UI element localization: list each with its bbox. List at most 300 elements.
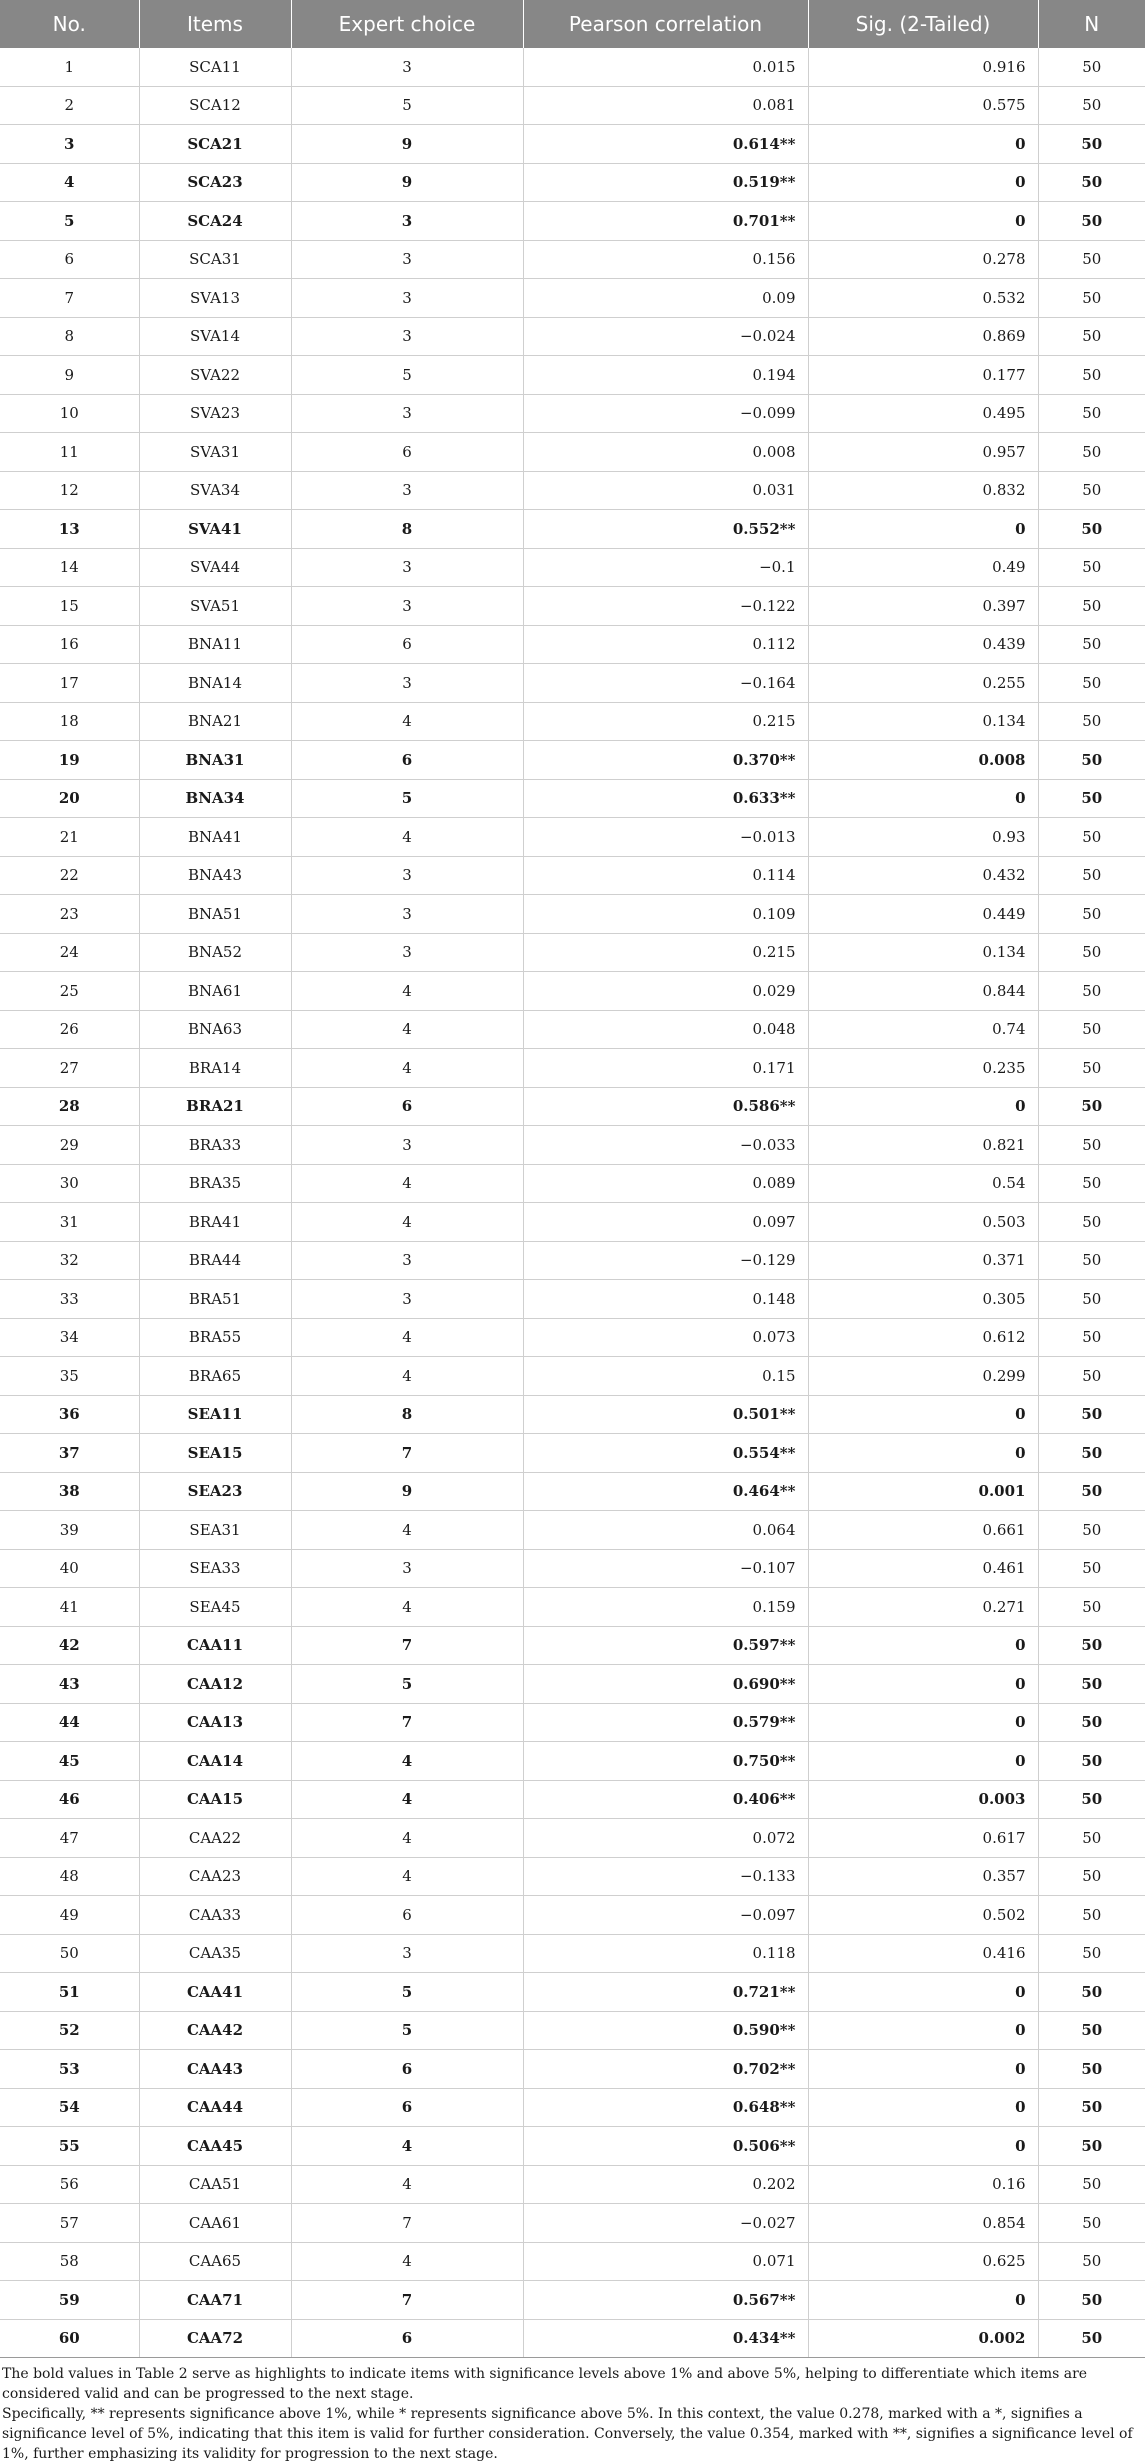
table-row (0, 1973, 1145, 2012)
table-header (0, 0, 1145, 48)
cell-item: SCA11 (139, 48, 291, 86)
cell-no: 34 (0, 1318, 139, 1357)
cell-n: 50 (1038, 1665, 1145, 1704)
cell-n: 50 (1038, 1472, 1145, 1511)
cell-sig-2-tailed: 0 (808, 1434, 1038, 1473)
cell-item: BNA21 (139, 702, 291, 741)
cell-n: 50 (1038, 1511, 1145, 1550)
cell-pearson-correlation: 0.633** (523, 779, 808, 818)
cell-no: 39 (0, 1511, 139, 1550)
cell-n: 50 (1038, 202, 1145, 241)
cell-sig-2-tailed: 0.003 (808, 1780, 1038, 1819)
cell-n: 50 (1038, 587, 1145, 626)
cell-item: CAA72 (139, 2319, 291, 2358)
cell-pearson-correlation: 0.567** (523, 2281, 808, 2320)
cell-expert-choice: 6 (291, 433, 523, 472)
table-row (0, 471, 1145, 510)
table-row (0, 933, 1145, 972)
cell-item: SCA12 (139, 86, 291, 125)
cell-item: SVA34 (139, 471, 291, 510)
cell-item: CAA35 (139, 1934, 291, 1973)
table-row (0, 779, 1145, 818)
cell-no: 37 (0, 1434, 139, 1473)
cell-pearson-correlation: 0.721** (523, 1973, 808, 2012)
cell-expert-choice: 3 (291, 587, 523, 626)
cell-expert-choice: 3 (291, 1549, 523, 1588)
cell-sig-2-tailed: 0.844 (808, 972, 1038, 1011)
cell-pearson-correlation: 0.519** (523, 163, 808, 202)
cell-expert-choice: 3 (291, 471, 523, 510)
cell-item: CAA12 (139, 1665, 291, 1704)
cell-n: 50 (1038, 394, 1145, 433)
cell-n: 50 (1038, 433, 1145, 472)
cell-sig-2-tailed: 0.93 (808, 818, 1038, 857)
cell-item: BNA43 (139, 856, 291, 895)
table-row (0, 2050, 1145, 2089)
table-row (0, 1395, 1145, 1434)
cell-pearson-correlation: 0.097 (523, 1203, 808, 1242)
cell-n: 50 (1038, 1126, 1145, 1165)
cell-item: BNA63 (139, 1010, 291, 1049)
cell-expert-choice: 3 (291, 664, 523, 703)
cell-no: 50 (0, 1934, 139, 1973)
cell-pearson-correlation: 0.554** (523, 1434, 808, 1473)
cell-item: CAA51 (139, 2165, 291, 2204)
cell-sig-2-tailed: 0 (808, 2127, 1038, 2166)
cell-pearson-correlation: 0.031 (523, 471, 808, 510)
cell-sig-2-tailed: 0 (808, 163, 1038, 202)
cell-sig-2-tailed: 0.001 (808, 1472, 1038, 1511)
cell-expert-choice: 8 (291, 1395, 523, 1434)
table-row (0, 1780, 1145, 1819)
table-row (0, 2242, 1145, 2281)
cell-pearson-correlation: 0.112 (523, 625, 808, 664)
table-row (0, 317, 1145, 356)
cell-pearson-correlation: 0.109 (523, 895, 808, 934)
cell-sig-2-tailed: 0.916 (808, 48, 1038, 86)
cell-pearson-correlation: 0.202 (523, 2165, 808, 2204)
table-row (0, 240, 1145, 279)
cell-pearson-correlation: 0.159 (523, 1588, 808, 1627)
cell-pearson-correlation: 0.048 (523, 1010, 808, 1049)
table-row (0, 1549, 1145, 1588)
cell-no: 12 (0, 471, 139, 510)
cell-n: 50 (1038, 163, 1145, 202)
cell-expert-choice: 5 (291, 86, 523, 125)
cell-no: 58 (0, 2242, 139, 2281)
cell-expert-choice: 6 (291, 625, 523, 664)
cell-item: SVA31 (139, 433, 291, 472)
cell-expert-choice: 3 (291, 240, 523, 279)
cell-expert-choice: 3 (291, 856, 523, 895)
column-header-pearson-correlation: Pearson correlation (523, 0, 808, 48)
cell-item: CAA11 (139, 1626, 291, 1665)
cell-n: 50 (1038, 1857, 1145, 1896)
cell-item: SEA11 (139, 1395, 291, 1434)
cell-sig-2-tailed: 0.74 (808, 1010, 1038, 1049)
cell-sig-2-tailed: 0.16 (808, 2165, 1038, 2204)
cell-pearson-correlation: 0.029 (523, 972, 808, 1011)
cell-no: 38 (0, 1472, 139, 1511)
table-row (0, 1511, 1145, 1550)
table-row (0, 1126, 1145, 1165)
cell-no: 31 (0, 1203, 139, 1242)
table-row (0, 1857, 1145, 1896)
table-row (0, 1010, 1145, 1049)
cell-pearson-correlation: −0.027 (523, 2204, 808, 2243)
cell-sig-2-tailed: 0.271 (808, 1588, 1038, 1627)
cell-n: 50 (1038, 1588, 1145, 1627)
cell-item: SVA44 (139, 548, 291, 587)
cell-item: CAA61 (139, 2204, 291, 2243)
cell-pearson-correlation: 0.690** (523, 1665, 808, 1704)
cell-no: 13 (0, 510, 139, 549)
table-row (0, 2319, 1145, 2358)
cell-n: 50 (1038, 933, 1145, 972)
cell-pearson-correlation: 0.501** (523, 1395, 808, 1434)
cell-item: BNA31 (139, 741, 291, 780)
cell-item: CAA23 (139, 1857, 291, 1896)
table-row (0, 202, 1145, 241)
table-row (0, 664, 1145, 703)
table-row (0, 895, 1145, 934)
cell-pearson-correlation: −0.033 (523, 1126, 808, 1165)
table-row (0, 1203, 1145, 1242)
cell-sig-2-tailed: 0.371 (808, 1241, 1038, 1280)
cell-item: SVA51 (139, 587, 291, 626)
cell-expert-choice: 4 (291, 1511, 523, 1550)
cell-sig-2-tailed: 0 (808, 125, 1038, 164)
cell-n: 50 (1038, 1742, 1145, 1781)
cell-item: CAA45 (139, 2127, 291, 2166)
column-header-sig-2-tailed: Sig. (2-Tailed) (808, 0, 1038, 48)
cell-pearson-correlation: −0.013 (523, 818, 808, 857)
table-body (0, 48, 1145, 2358)
cell-expert-choice: 9 (291, 125, 523, 164)
table-row (0, 1819, 1145, 1858)
cell-pearson-correlation: −0.1 (523, 548, 808, 587)
column-header-items: Items (139, 0, 291, 48)
cell-sig-2-tailed: 0 (808, 779, 1038, 818)
cell-no: 5 (0, 202, 139, 241)
cell-item: SCA24 (139, 202, 291, 241)
cell-sig-2-tailed: 0.612 (808, 1318, 1038, 1357)
cell-expert-choice: 4 (291, 1164, 523, 1203)
cell-n: 50 (1038, 1010, 1145, 1049)
table-row (0, 1626, 1145, 1665)
cell-n: 50 (1038, 2050, 1145, 2089)
cell-expert-choice: 3 (291, 548, 523, 587)
cell-sig-2-tailed: 0.134 (808, 702, 1038, 741)
table-row (0, 702, 1145, 741)
cell-sig-2-tailed: 0.299 (808, 1357, 1038, 1396)
table-row (0, 1703, 1145, 1742)
table-row (0, 856, 1145, 895)
cell-no: 16 (0, 625, 139, 664)
cell-sig-2-tailed: 0.357 (808, 1857, 1038, 1896)
cell-sig-2-tailed: 0.235 (808, 1049, 1038, 1088)
table-row (0, 1318, 1145, 1357)
cell-expert-choice: 4 (291, 1010, 523, 1049)
cell-no: 15 (0, 587, 139, 626)
cell-item: SVA23 (139, 394, 291, 433)
cell-n: 50 (1038, 471, 1145, 510)
table-row (0, 1241, 1145, 1280)
cell-expert-choice: 4 (291, 818, 523, 857)
cell-pearson-correlation: 0.215 (523, 702, 808, 741)
cell-item: CAA42 (139, 2011, 291, 2050)
cell-expert-choice: 3 (291, 48, 523, 86)
cell-pearson-correlation: −0.133 (523, 1857, 808, 1896)
cell-expert-choice: 9 (291, 1472, 523, 1511)
cell-pearson-correlation: −0.024 (523, 317, 808, 356)
cell-pearson-correlation: −0.164 (523, 664, 808, 703)
cell-item: SVA14 (139, 317, 291, 356)
cell-no: 23 (0, 895, 139, 934)
cell-sig-2-tailed: 0.869 (808, 317, 1038, 356)
cell-no: 53 (0, 2050, 139, 2089)
cell-item: BRA44 (139, 1241, 291, 1280)
cell-expert-choice: 8 (291, 510, 523, 549)
cell-no: 27 (0, 1049, 139, 1088)
cell-n: 50 (1038, 1549, 1145, 1588)
table-row (0, 1665, 1145, 1704)
table-row (0, 163, 1145, 202)
cell-no: 45 (0, 1742, 139, 1781)
cell-n: 50 (1038, 664, 1145, 703)
cell-no: 11 (0, 433, 139, 472)
cell-n: 50 (1038, 2319, 1145, 2358)
cell-no: 52 (0, 2011, 139, 2050)
cell-n: 50 (1038, 1973, 1145, 2012)
cell-item: BRA65 (139, 1357, 291, 1396)
cell-item: CAA41 (139, 1973, 291, 2012)
cell-sig-2-tailed: 0.575 (808, 86, 1038, 125)
cell-expert-choice: 4 (291, 972, 523, 1011)
cell-sig-2-tailed: 0.821 (808, 1126, 1038, 1165)
cell-sig-2-tailed: 0.461 (808, 1549, 1038, 1588)
cell-sig-2-tailed: 0 (808, 1665, 1038, 1704)
cell-sig-2-tailed: 0 (808, 1087, 1038, 1126)
cell-pearson-correlation: 0.506** (523, 2127, 808, 2166)
cell-pearson-correlation: 0.064 (523, 1511, 808, 1550)
cell-n: 50 (1038, 972, 1145, 1011)
table-row (0, 1472, 1145, 1511)
cell-expert-choice: 4 (291, 1780, 523, 1819)
cell-item: SEA45 (139, 1588, 291, 1627)
cell-pearson-correlation: −0.097 (523, 1896, 808, 1935)
table-row (0, 1742, 1145, 1781)
cell-no: 46 (0, 1780, 139, 1819)
cell-expert-choice: 5 (291, 779, 523, 818)
cell-expert-choice: 3 (291, 895, 523, 934)
cell-no: 6 (0, 240, 139, 279)
cell-expert-choice: 3 (291, 933, 523, 972)
cell-no: 18 (0, 702, 139, 741)
cell-no: 17 (0, 664, 139, 703)
cell-sig-2-tailed: 0 (808, 2011, 1038, 2050)
cell-expert-choice: 7 (291, 1703, 523, 1742)
cell-sig-2-tailed: 0 (808, 1626, 1038, 1665)
table-row (0, 279, 1145, 318)
cell-no: 49 (0, 1896, 139, 1935)
cell-no: 57 (0, 2204, 139, 2243)
cell-sig-2-tailed: 0.002 (808, 2319, 1038, 2358)
table-row (0, 2204, 1145, 2243)
cell-expert-choice: 6 (291, 1896, 523, 1935)
cell-item: SEA33 (139, 1549, 291, 1588)
cell-n: 50 (1038, 895, 1145, 934)
cell-item: CAA43 (139, 2050, 291, 2089)
table-row (0, 1049, 1145, 1088)
cell-n: 50 (1038, 2127, 1145, 2166)
cell-item: SEA31 (139, 1511, 291, 1550)
cell-pearson-correlation: 0.194 (523, 356, 808, 395)
cell-sig-2-tailed: 0.432 (808, 856, 1038, 895)
cell-n: 50 (1038, 279, 1145, 318)
cell-no: 8 (0, 317, 139, 356)
cell-pearson-correlation: 0.148 (523, 1280, 808, 1319)
cell-expert-choice: 4 (291, 2165, 523, 2204)
cell-expert-choice: 6 (291, 2319, 523, 2358)
table-row (0, 356, 1145, 395)
cell-expert-choice: 7 (291, 1626, 523, 1665)
cell-sig-2-tailed: 0.832 (808, 471, 1038, 510)
cell-no: 41 (0, 1588, 139, 1627)
cell-expert-choice: 4 (291, 2242, 523, 2281)
cell-sig-2-tailed: 0 (808, 1973, 1038, 2012)
cell-n: 50 (1038, 356, 1145, 395)
cell-no: 36 (0, 1395, 139, 1434)
cell-pearson-correlation: 0.089 (523, 1164, 808, 1203)
cell-no: 25 (0, 972, 139, 1011)
cell-expert-choice: 5 (291, 1665, 523, 1704)
cell-expert-choice: 7 (291, 1434, 523, 1473)
cell-n: 50 (1038, 2204, 1145, 2243)
cell-no: 59 (0, 2281, 139, 2320)
cell-pearson-correlation: 0.464** (523, 1472, 808, 1511)
cell-item: CAA33 (139, 1896, 291, 1935)
cell-item: SCA31 (139, 240, 291, 279)
cell-item: SEA23 (139, 1472, 291, 1511)
cell-n: 50 (1038, 1049, 1145, 1088)
cell-expert-choice: 5 (291, 356, 523, 395)
cell-n: 50 (1038, 510, 1145, 549)
cell-no: 42 (0, 1626, 139, 1665)
cell-item: CAA13 (139, 1703, 291, 1742)
cell-n: 50 (1038, 86, 1145, 125)
cell-n: 50 (1038, 1626, 1145, 1665)
cell-n: 50 (1038, 1395, 1145, 1434)
cell-item: BRA51 (139, 1280, 291, 1319)
table-row (0, 125, 1145, 164)
cell-expert-choice: 6 (291, 2088, 523, 2127)
cell-sig-2-tailed: 0.008 (808, 741, 1038, 780)
cell-item: SVA13 (139, 279, 291, 318)
cell-n: 50 (1038, 1434, 1145, 1473)
cell-sig-2-tailed: 0.617 (808, 1819, 1038, 1858)
cell-item: CAA44 (139, 2088, 291, 2127)
cell-n: 50 (1038, 1934, 1145, 1973)
cell-pearson-correlation: 0.702** (523, 2050, 808, 2089)
cell-n: 50 (1038, 2011, 1145, 2050)
cell-sig-2-tailed: 0.495 (808, 394, 1038, 433)
cell-item: BNA52 (139, 933, 291, 972)
table-row (0, 1896, 1145, 1935)
cell-expert-choice: 4 (291, 2127, 523, 2166)
cell-item: CAA65 (139, 2242, 291, 2281)
cell-expert-choice: 4 (291, 1588, 523, 1627)
cell-pearson-correlation: 0.586** (523, 1087, 808, 1126)
cell-item: BRA41 (139, 1203, 291, 1242)
cell-sig-2-tailed: 0 (808, 2088, 1038, 2127)
cell-n: 50 (1038, 856, 1145, 895)
cell-pearson-correlation: 0.072 (523, 1819, 808, 1858)
table-row (0, 1087, 1145, 1126)
cell-pearson-correlation: 0.156 (523, 240, 808, 279)
cell-expert-choice: 7 (291, 2281, 523, 2320)
table-row (0, 1164, 1145, 1203)
cell-pearson-correlation: 0.590** (523, 2011, 808, 2050)
cell-no: 3 (0, 125, 139, 164)
cell-pearson-correlation: 0.597** (523, 1626, 808, 1665)
cell-item: BRA21 (139, 1087, 291, 1126)
cell-sig-2-tailed: 0 (808, 1742, 1038, 1781)
cell-expert-choice: 4 (291, 1318, 523, 1357)
cell-n: 50 (1038, 1819, 1145, 1858)
cell-no: 7 (0, 279, 139, 318)
cell-item: CAA14 (139, 1742, 291, 1781)
cell-sig-2-tailed: 0.177 (808, 356, 1038, 395)
table-footnotes (0, 2358, 1145, 2464)
cell-sig-2-tailed: 0.449 (808, 895, 1038, 934)
cell-sig-2-tailed: 0 (808, 1703, 1038, 1742)
cell-pearson-correlation: 0.09 (523, 279, 808, 318)
cell-sig-2-tailed: 0.278 (808, 240, 1038, 279)
cell-no: 1 (0, 48, 139, 86)
cell-sig-2-tailed: 0 (808, 510, 1038, 549)
cell-item: BNA51 (139, 895, 291, 934)
column-header-no: No. (0, 0, 139, 48)
cell-item: BRA55 (139, 1318, 291, 1357)
cell-pearson-correlation: 0.434** (523, 2319, 808, 2358)
cell-no: 21 (0, 818, 139, 857)
cell-expert-choice: 3 (291, 202, 523, 241)
cell-no: 28 (0, 1087, 139, 1126)
table-row (0, 48, 1145, 86)
cell-expert-choice: 4 (291, 1819, 523, 1858)
cell-expert-choice: 4 (291, 1357, 523, 1396)
cell-sig-2-tailed: 0 (808, 202, 1038, 241)
cell-no: 33 (0, 1280, 139, 1319)
table-row (0, 625, 1145, 664)
cell-n: 50 (1038, 2281, 1145, 2320)
cell-item: CAA71 (139, 2281, 291, 2320)
cell-n: 50 (1038, 1203, 1145, 1242)
cell-no: 60 (0, 2319, 139, 2358)
cell-n: 50 (1038, 625, 1145, 664)
cell-no: 10 (0, 394, 139, 433)
table-row (0, 818, 1145, 857)
cell-no: 32 (0, 1241, 139, 1280)
cell-pearson-correlation: 0.370** (523, 741, 808, 780)
cell-pearson-correlation: 0.750** (523, 1742, 808, 1781)
footnote-significance: Specifically, ** represents significance above 1%, while * represents significance above 5%. In this context, the value 0.278, marked with a *, signifies a significance level of 5%, indicating that this item is valid for further consideration. Conversely, the value 0.354, marked with **, signifies a significance level of 1%, further emphasizing its validity for progression to the next stage. (2, 2406, 1133, 2462)
cell-item: BRA35 (139, 1164, 291, 1203)
cell-item: SCA23 (139, 163, 291, 202)
cell-n: 50 (1038, 125, 1145, 164)
cell-item: SVA22 (139, 356, 291, 395)
